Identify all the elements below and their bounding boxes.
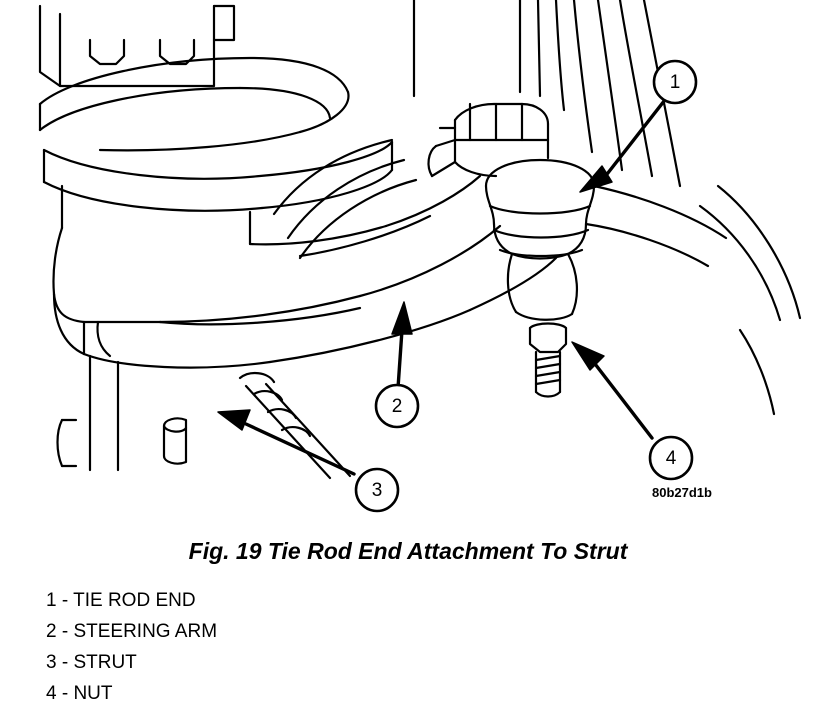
legend-item: 3 - STRUT bbox=[46, 652, 137, 673]
callout-label-2: 2 bbox=[391, 396, 403, 418]
legend-item: 2 - STEERING ARM bbox=[46, 621, 218, 642]
legend-item: 4 - NUT bbox=[46, 683, 113, 704]
figure-part-code: 80b27d1b bbox=[652, 485, 712, 500]
callout-label-3: 3 bbox=[371, 480, 383, 502]
legend-item: 1 - TIE ROD END bbox=[46, 590, 196, 611]
figure-legend bbox=[46, 585, 646, 709]
figure-caption: Fig. 19 Tie Rod End Attachment To Strut bbox=[188, 538, 628, 564]
callout-label-1: 1 bbox=[669, 72, 681, 94]
callout-label-4: 4 bbox=[665, 448, 677, 470]
